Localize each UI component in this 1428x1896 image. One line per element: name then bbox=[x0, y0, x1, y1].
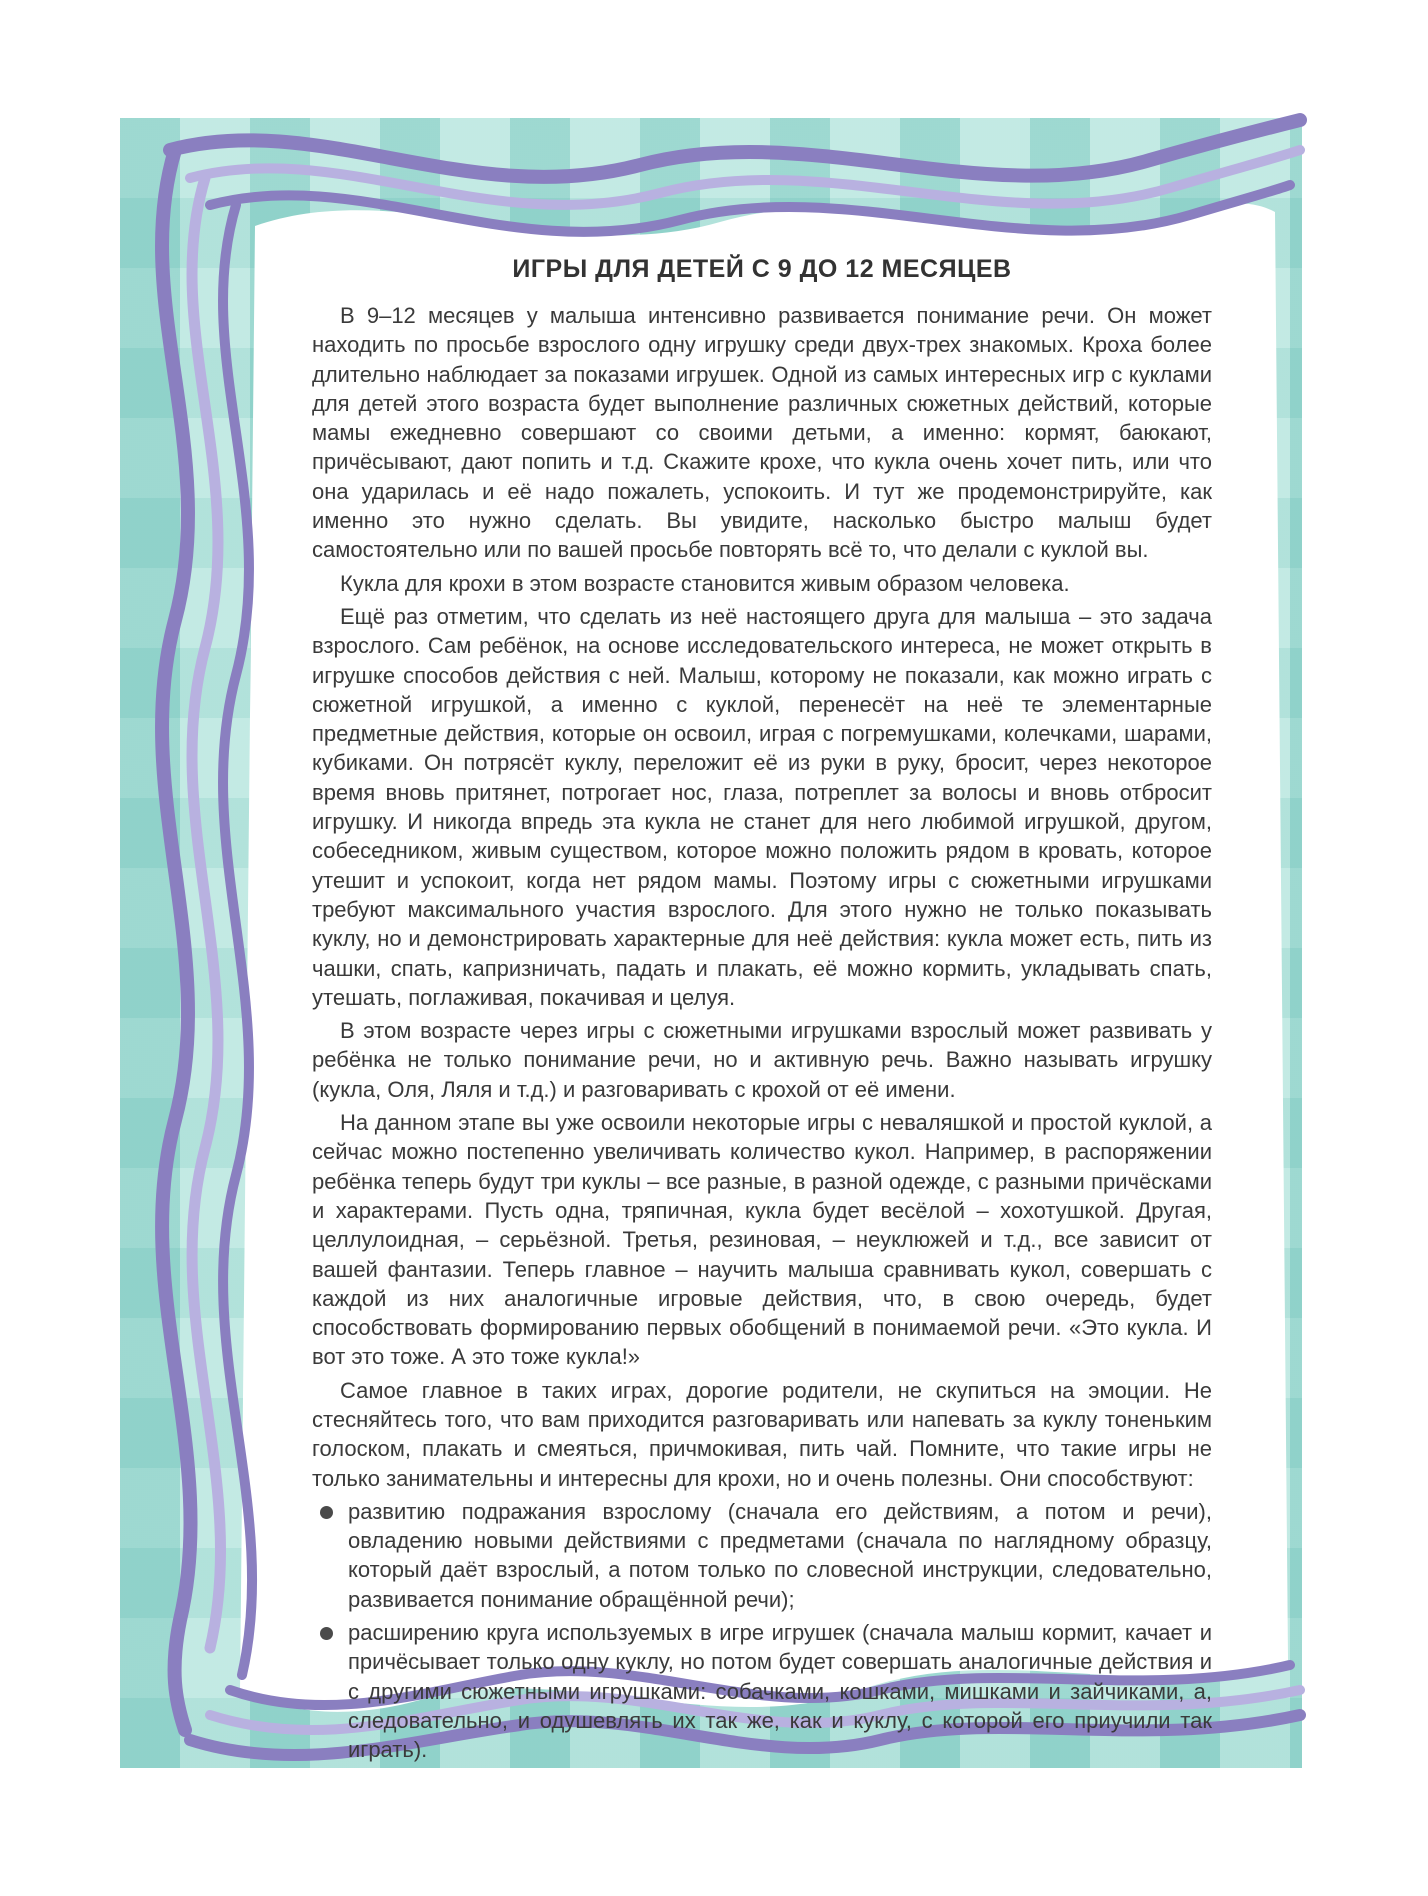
bullet-icon bbox=[320, 1506, 333, 1519]
paragraph: Ещё раз отметим, что сделать из неё настоящего друга для малыша – это задача взрослого. Сам ребёнок, на основе исследовательского интереса, не может открыть в игрушке способов действия с ней. Малыш, которому не показали, как можно играть с сюжетной игрушкой, а именно с куклой, перенесёт на неё те элементарные предметные действия, которые он освоил, играя с погремушками, колечками, шарами, кубиками. Он потрясёт куклу, переложит её из руки в руку, бросит, через некоторое время вновь притянет, потрогает нос, глаза, потреплет за волосы и вновь отбросит игрушку. И никогда впредь эта кукла не станет для него любимой игрушкой, другом, собеседником, живым существом, которое можно положить рядом в кровать, которое утешит и успокоит, когда нет рядом мамы. Поэтому игры с сюжетными игрушками требуют максимального участия взрослого. Для этого нужно не только показывать куклу, но и демонстрировать характерные для неё действия: кукла может есть, пить из чашки, спать, капризничать, падать и плакать, её можно кормить, укладывать спать, утешать, поглаживая, покачивая и целуя. bbox=[312, 603, 1212, 1010]
list-item-text: расширению круга используемых в игре игрушек (сначала малыш кормит, качает и причёсывает только одну куклу, но потом будет совершать аналогичные действия и с другими сюжетными игрушками: собачками, кошками, мишками и зайчиками, а, следовательно, и одушевлять их так же, как и куклу, с которой его приучили так играть). bbox=[348, 1620, 1212, 1763]
benefits-list bbox=[312, 1497, 1212, 1765]
paragraph: В этом возрасте через игры с сюжетными игрушками взрослый может развивать у ребёнка не только понимание речи, но и активную речь. Важно называть игрушку (кукла, Оля, Ляля и т.д.) и разговаривать с крохой от её имени. bbox=[312, 1018, 1212, 1102]
list-item bbox=[312, 1497, 1212, 1614]
article bbox=[312, 255, 1212, 1769]
paragraph: В 9–12 месяцев у малыша интенсивно развивается понимание речи. Он может находить по просьбе взрослого одну игрушку среди двух-трех знакомых. Кроха более длительно наблюдает за показами игрушек. Одной из самых интересных игр с куклами для детей этого возраста будет выполнение различных сюжетных действий, которые мамы ежедневно совершают со своими детьми, а именно: кормят, баюкают, причёсывают, дают попить и т.д. Скажите крохе, что кукла очень хочет пить, или что она ударилась и её надо пожалеть, успокоить. И тут же продемонстрируйте, как именно это нужно сделать. Вы увидите, насколько быстро малыш будет самостоятельно или по вашей просьбе повторять всё то, что делали с куклой вы. bbox=[312, 303, 1212, 563]
paragraph: На данном этапе вы уже освоили некоторые игры с неваляшкой и простой куклой, а сейчас можно постепенно увеличивать количество кукол. Например, в распоряжении ребёнка теперь будут три куклы – все разные, в разной одежде, с разными причёсками и характерами. Пусть одна, тряпичная, кукла будет весёлой – хохотушкой. Другая, целлулоидная, – серьёзной. Третья, резиновая, – неуклюжей и т.д., все зависит от вашей фантазии. Теперь главное – научить малыша сравнивать кукол, совершать с каждой из них аналогичные игровые действия, что, в свою очередь, будет способствовать формированию первых обобщений в понимаемой речи. «Это кукла. И вот это тоже. А это тоже кукла!» bbox=[312, 1110, 1212, 1370]
article-title: ИГРЫ ДЛЯ ДЕТЕЙ С 9 ДО 12 МЕСЯЦЕВ bbox=[512, 255, 1012, 283]
paragraph: Самое главное в таких играх, дорогие родители, не скупиться на эмоции. Не стесняйтесь того, что вам приходится разговаривать или напевать за куклу тоненьким голоском, плакать и смеяться, причмокивая, пить чай. Помните, что такие игры не только занимательны и интересны для крохи, но и очень полезны. Они способствуют: bbox=[312, 1377, 1212, 1491]
bullet-icon bbox=[320, 1627, 333, 1640]
paragraph: Кукла для крохи в этом возрасте становится живым образом человека. bbox=[340, 570, 1070, 596]
list-item-text: развитию подражания взрослому (сначала его действиям, а потом и речи), овладению новыми действиями с предметами (сначала по наглядному образцу, который даёт взрослый, а потом только по словесной инструкции, следовательно, развивается понимание обращённой речи); bbox=[348, 1498, 1212, 1612]
list-item bbox=[312, 1618, 1212, 1764]
